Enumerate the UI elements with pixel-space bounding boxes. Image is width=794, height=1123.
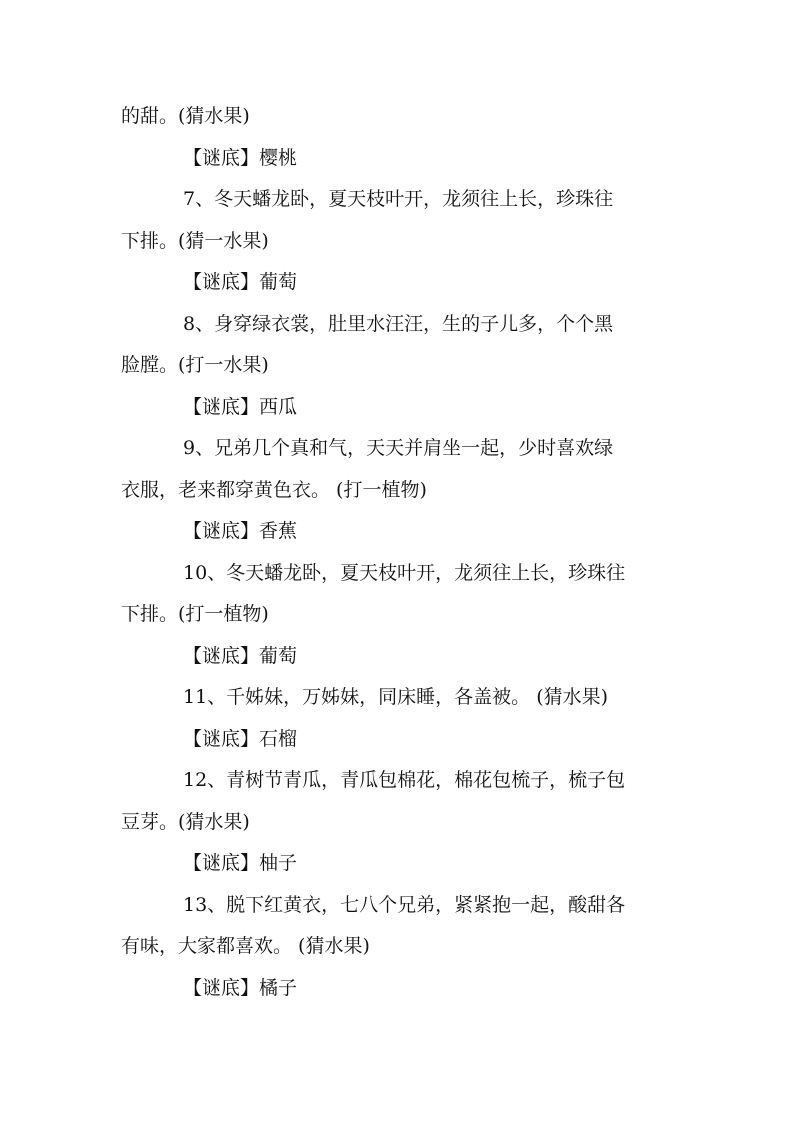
- riddle-line: 10、冬天蟠龙卧，夏天枝叶开，龙须往上长，珍珠往: [183, 561, 626, 584]
- answer-line: 【谜底】葡萄: [183, 644, 298, 667]
- riddle-line: 11、千姊妹，万姊妹，同床睡，各盖被。 (猜水果): [183, 686, 609, 708]
- text-line: 下排。(猜一水果): [121, 229, 269, 252]
- riddle-line: 13、脱下红黄衣，七八个兄弟，紧紧抱一起，酸甜各: [183, 893, 626, 916]
- text-line: 下排。(打一植物): [121, 603, 269, 625]
- answer-line: 【谜底】樱桃: [183, 146, 298, 169]
- answer-line: 【谜底】香蕉: [183, 520, 298, 542]
- answer-line: 【谜底】葡萄: [183, 271, 298, 293]
- text-line: 豆芽。(猜水果): [121, 810, 250, 833]
- answer-line: 【谜底】橘子: [183, 976, 298, 999]
- text-line: 脸膛。(打一水果): [121, 354, 269, 376]
- text-line: 衣服，老来都穿黄色衣。 (打一植物): [121, 478, 427, 501]
- answer-line: 【谜底】柚子: [183, 852, 298, 874]
- riddle-line: 8、身穿绿衣裳，肚里水汪汪，生的子儿多，个个黑: [183, 312, 614, 335]
- riddle-text-body: [121, 96, 674, 1009]
- text-line: 有味，大家都喜欢。 (猜水果): [121, 935, 370, 957]
- riddle-line: 9、兄弟几个真和气，天天并肩坐一起，少时喜欢绿: [183, 437, 614, 459]
- answer-line: 【谜底】西瓜: [183, 395, 298, 418]
- riddle-line: 7、冬天蟠龙卧，夏天枝叶开，龙须往上长，珍珠往: [183, 188, 614, 210]
- riddle-line: 12、青树节青瓜，青瓜包棉花，棉花包梳子，梳子包: [183, 769, 626, 791]
- answer-line: 【谜底】石榴: [183, 727, 298, 750]
- text-line: 的甜。(猜水果): [121, 105, 250, 127]
